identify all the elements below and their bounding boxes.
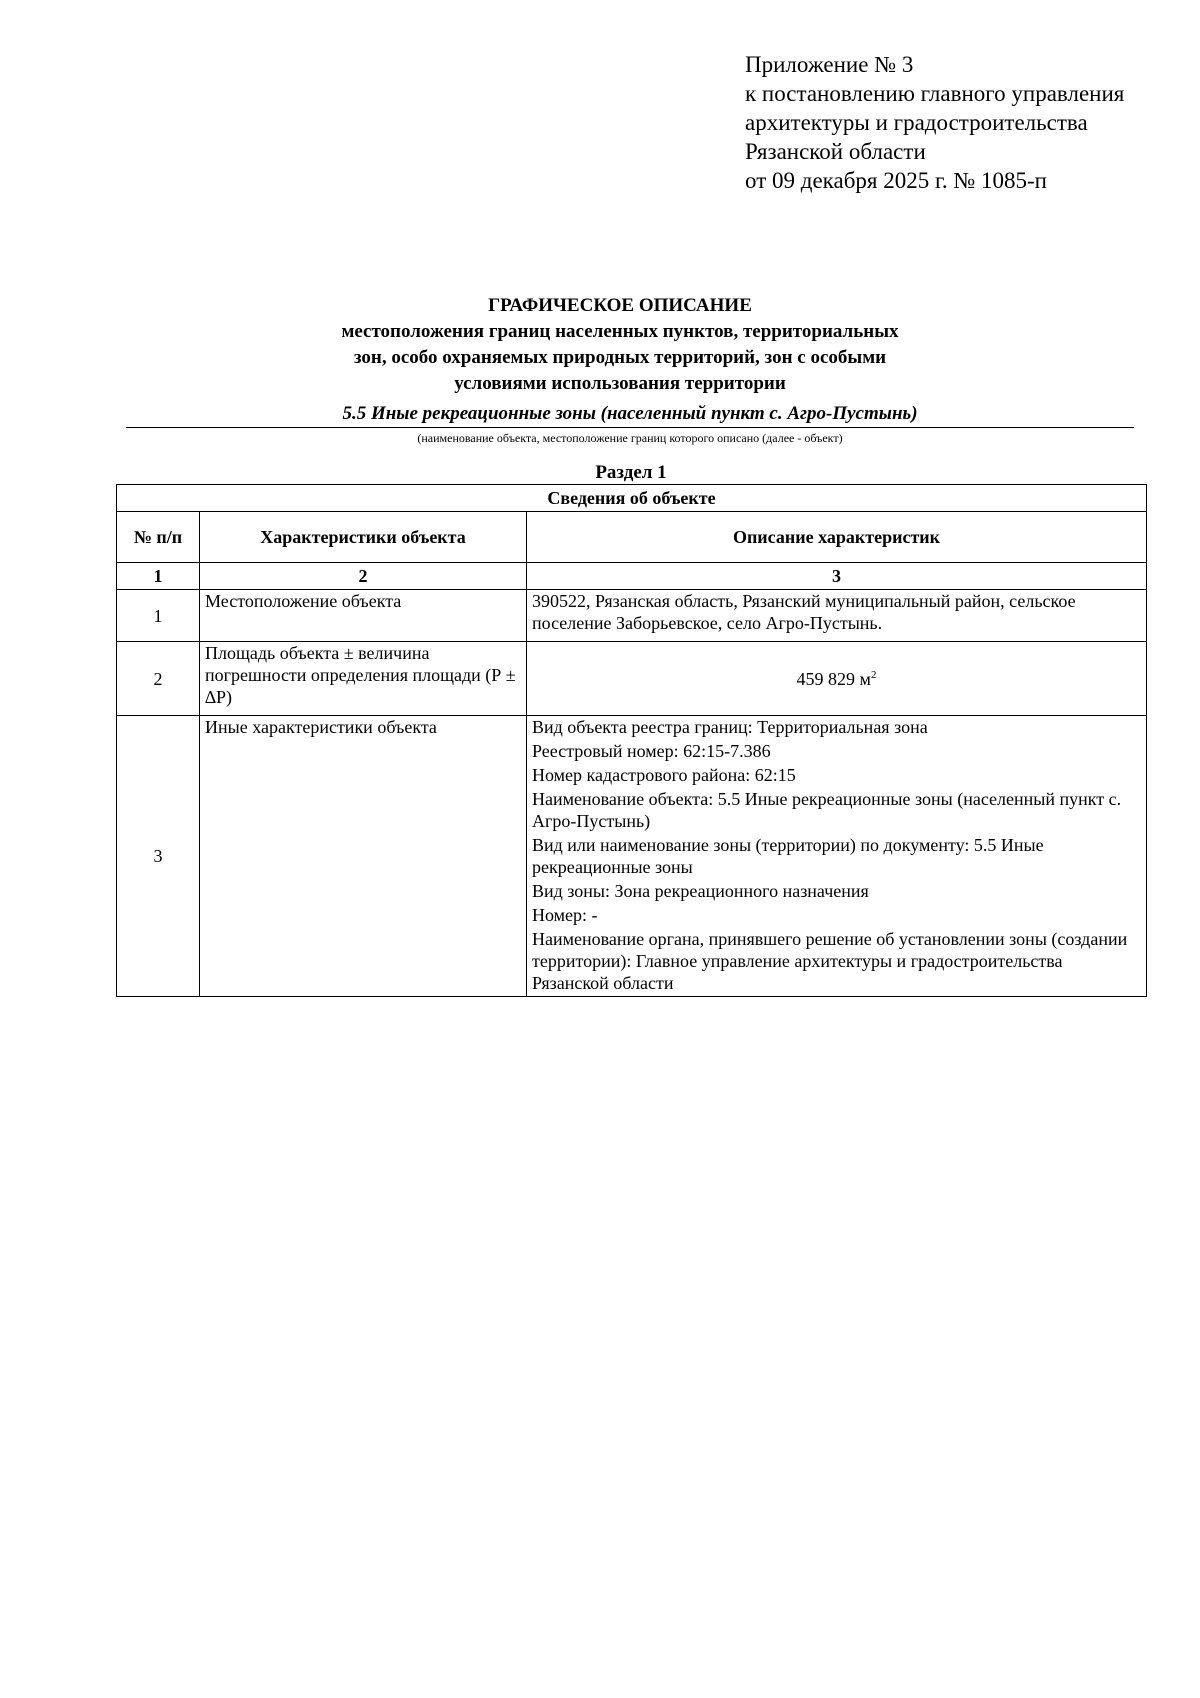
object-caption: (наименование объекта, местоположение границ которого описано (далее - объект) [417,431,843,445]
appendix-line: Приложение № 3 [745,52,914,77]
appendix-line: к постановлению главного управления [745,81,1125,106]
detail-line: Реестровый номер: 62:15-7.386 [532,741,771,761]
detail-line: Номер: - [532,905,598,925]
row-index: 3 [117,716,200,997]
document-title [120,293,1120,397]
object-name: 5.5 Иные рекреационные зоны (населенный пункт с. Агро-Пустынь) [342,403,918,424]
table-row [117,642,1147,716]
title-line: зон, особо охраняемых природных территорий, зон с особыми [353,347,887,368]
detail-line: Наименование объекта: 5.5 Иные рекреационные зоны (населенный пункт с. Агро-Пустынь) [532,789,1122,831]
detail-line: Вид зоны: Зона рекреационного назначения [532,881,869,901]
row-index: 1 [117,590,200,642]
title-line: ГРАФИЧЕСКОЕ ОПИСАНИЕ [488,295,752,316]
row-description: 390522, Рязанская область, Рязанский муниципальный район, сельское поселение Заборьевское, село Агро-Пустынь. [527,590,1147,642]
table-caption-row [117,485,1147,512]
section-label: Раздел 1 [595,462,667,483]
appendix-header [745,50,1124,195]
appendix-date-line: от 09 декабря 2025 г. № 1085-п [745,168,1047,193]
area-unit-superscript: 2 [870,668,877,681]
appendix-line: архитектуры и градостроительства [745,110,1088,135]
appendix-line: Рязанской области [745,139,926,164]
detail-line: Вид объекта реестра границ: Территориальная зона [532,717,928,737]
header-characteristic: Характеристики объекта [200,512,527,563]
row-characteristic: Местоположение объекта [200,590,527,642]
column-number: 2 [200,563,527,590]
detail-line: Вид или наименование зоны (территории) по документу: 5.5 Иные рекреационные зоны [532,835,1044,877]
row-index: 2 [117,642,200,716]
header-description: Описание характеристик [527,512,1147,563]
row-characteristic: Площадь объекта ± величина погрешности определения площади (Р ± ∆Р) [200,642,527,716]
area-value: 459 829 м [796,668,871,689]
detail-line: Наименование органа, принявшего решение об установлении зоны (создании территории): Главное управление архитектуры и градостроительства Рязанской области [532,929,1128,993]
object-underline [126,427,1134,428]
title-line: местоположения границ населенных пунктов, территориальных [341,321,899,342]
column-number-row [117,563,1147,590]
table-row [117,590,1147,642]
table-header-row [117,512,1147,563]
header-number: № п/п [117,512,200,563]
row-description-area [527,642,1147,716]
object-info-table [116,484,1147,997]
table-caption: Сведения об объекте [117,485,1147,512]
column-number: 1 [117,563,200,590]
table-row [117,716,1147,997]
row-characteristic: Иные характеристики объекта [200,716,527,997]
column-number: 3 [527,563,1147,590]
title-line: условиями использования территории [454,373,786,394]
detail-line: Номер кадастрового района: 62:15 [532,765,796,785]
row-description-details [527,716,1147,997]
